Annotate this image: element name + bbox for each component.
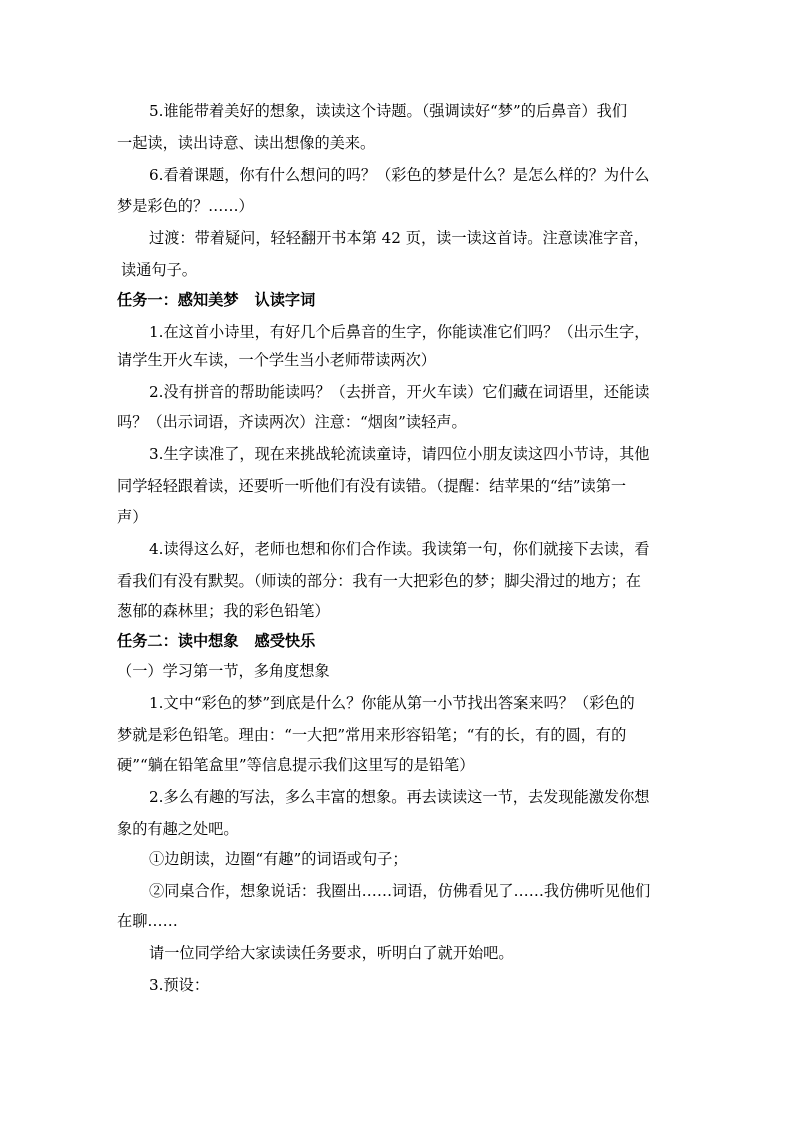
task2-request: 请一位同学给大家读读任务要求，听明白了就开始吧。 (149, 944, 514, 962)
task1-p3-line3: 声） (117, 508, 148, 526)
task2-p1-line3: 硬”“躺在铅笔盒里”等信息提示我们这里写的是铅笔） (117, 756, 475, 774)
task1-p2-line1: 2.没有拼音的帮助能读吗？（去拼音，开火车读）它们藏在词语里，还能读 (149, 383, 650, 401)
item5-line2: 一起读，读出诗意、读出想像的美来。 (117, 134, 376, 152)
task1-heading (117, 290, 315, 310)
task2-p3: 3.预设： (149, 976, 210, 994)
task2-heading-part-a: 任务二：读中想象 (117, 632, 239, 650)
task1-p4-line2: 看我们有没有默契。（师读的部分：我有一大把彩色的梦；脚尖滑过的地方；在 (117, 572, 641, 590)
transition-line1: 过渡：带着疑问，轻轻翻开书本第 42 页，读一读这首诗。注意读准字音， (149, 229, 649, 247)
task1-heading-part-b: 认读字词 (254, 291, 316, 309)
task2-step1: ①边朗读，边圈“有趣”的词语或句子； (149, 850, 408, 868)
task1-p1-line1: 1.在这首小诗里，有好几个后鼻音的生字，你能读准它们吗？（出示生字， (149, 323, 650, 341)
task2-heading (117, 631, 315, 651)
task2-step2-line2: 在聊…… (117, 912, 178, 930)
task1-p3-line2: 同学轻轻跟着读，还要听一听他们有没有读错。（提醒：结苹果的“结”读第一 (117, 477, 627, 495)
task1-p4-line3: 葱郁的森林里；我的彩色铅笔） (117, 602, 330, 620)
task2-p2-line1: 2.多么有趣的写法，多么丰富的想象。再去读读这一节，去发现能激发你想 (149, 788, 650, 806)
task1-p4-line1: 4.读得这么好，老师也想和你们合作读。我读第一句，你们就接下去读，看 (149, 540, 650, 558)
task2-p1-line1: 1.文中“彩色的梦”到底是什么？你能从第一小节找出答案来吗？（彩色的 (149, 694, 635, 712)
task2-p1-line2: 梦就是彩色铅笔。理由：“一大把”常用来形容铅笔；“有的长，有的圆，有的 (117, 726, 627, 744)
item5-line1: 5.谁能带着美好的想象，读读这个诗题。（强调读好“梦”的后鼻音）我们 (149, 102, 628, 120)
item6-line1: 6.看着课题，你有什么想问的吗？（彩色的梦是什么？是怎么样的？为什么 (149, 166, 650, 184)
item6-line2: 梦是彩色的？……） (117, 197, 254, 215)
task2-step2-line1: ②同桌合作，想象说话：我圈出……词语，仿佛看见了……我仿佛听见他们 (149, 882, 651, 900)
task1-p3-line1: 3.生字读准了，现在来挑战轮流读童诗，请四位小朋友读这四小节诗，其他 (149, 445, 650, 463)
task2-subheading: （一）学习第一节，多角度想象 (117, 662, 330, 680)
task2-p2-line2: 象的有趣之处吧。 (117, 820, 239, 838)
task1-p2-line2: 吗？（出示词语，齐读两次）注意：“烟囱”读轻声。 (117, 413, 467, 431)
transition-line2: 读通句子。 (121, 261, 197, 279)
task2-heading-part-b: 感受快乐 (254, 632, 316, 650)
task1-heading-part-a: 任务一：感知美梦 (117, 291, 239, 309)
task1-p1-line2: 请学生开火车读，一个学生当小老师带读两次） (117, 351, 436, 369)
